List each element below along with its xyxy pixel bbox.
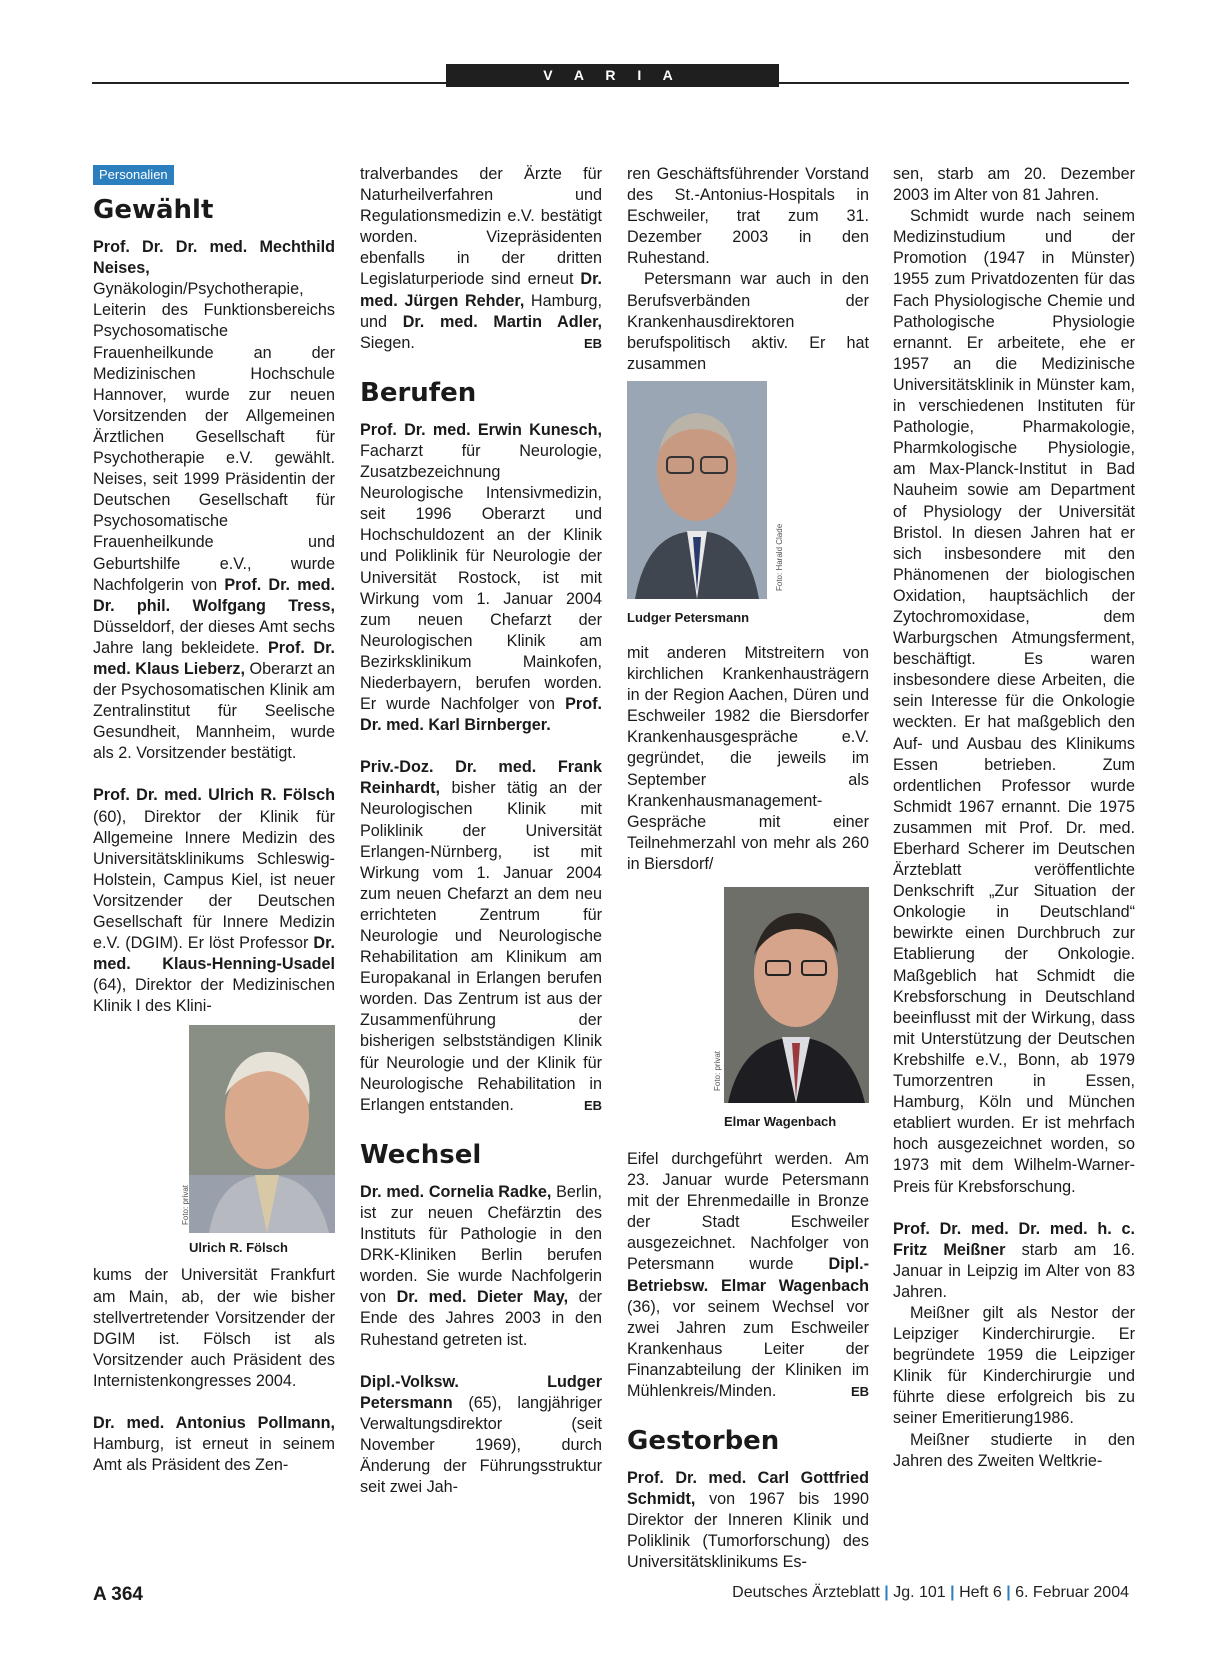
author-initials: EB xyxy=(583,335,602,351)
paragraph: ren Geschäftsführender Vorstand des St.-Antonius-Hospitals in Eschweiler, trat zum 31. Dezember 2003 in den Ruhestand. xyxy=(627,165,869,268)
photo-credit: Foto: privat xyxy=(181,1185,190,1226)
journal-name: Deutsches Ärzteblatt xyxy=(732,1584,880,1601)
paragraph: Schmidt wurde nach seinem Medizinstudium und der Promotion (1947 in Münster) 1955 zum Privatdozenten für das Fach Physiologische Chemie und Pathologische Physiologie ernannt. Er arbeitete, ehe er 1957 an die Medizinische Universitätsklinik in Münster kam, in verschiedenen Instituten für Pathologie, Pharmakologie, Pharmkologische Physiologie, am Max-Planck-Institut in Bad Nauheim sowie am Department of Physiology der Universität Bristol. In diesen Jahren hat er sich insbesondere mit den Phänomenen der biologischen Oxidation, hauptsächlich der Zytochromoxidase, dem Warburgschen Atmungsferment, beschäftigt. Es waren insbesondere diese Arbeiten, die sein Interesse für die Onkologie weckten. Er hat maßgeblich den Auf- und Ausbau des Klinikums Essen betrieben. Zum ordentlichen Professor wurde Schmidt 1967 ernannt. Die 1975 zusammen mit Prof. Dr. med. Eberhard Scherer im Deutschen Ärzteblatt veröffentlichte Denkschrift „Zur Situation der Onkologie in Deutschland“ bewirkte einen Durchbruch zur Etablierung der Onkologie. Maßgeblich hat Schmidt die Krebsforschung in Deutschland beeinflusst mit der Wirkung, dass mit Unterstützung der Deutschen Krebshilfe e.V., Bonn, ab 1979 Tumorzentren in Essen, Hamburg, Köln und München etabliert wurden. Er ist mehrfach hoch ausgezeichnet worden, so 1973 mit dem Wilhelm-Warner-Preis für Krebsforschung. xyxy=(893,207,1135,1196)
journal-issue: Heft 6 xyxy=(959,1584,1002,1601)
paragraph: Prof. Dr. Dr. med. Mechthild Neises, Gynäkologin/Psychotherapie, Leiterin des Funktionsbereichs Psychosomatische Frauenheilkunde an der Medizinischen Hochschule Hannover, wurde zur neuen Vorsitzenden der Allgemeinen Ärztlichen Gesellschaft für Psychotherapie e.V. gewählt. Neises, seit 1999 Präsidentin der Deutschen Gesellschaft für Psychosomatische Frauenheilkunde und Geburtshilfe e.V., wurde Nachfolgerin von Prof. Dr. med. Dr. phil. Wolfgang Tress, Düsseldorf, der dieses Amt sechs Jahre lang bekleidete. Prof. Dr. med. Klaus Lieberz, Oberarzt an der Psychosomatischen Klinik am Zentralinstitut für Seelische Gesundheit, Mannheim, wurde als 2. Vorsitzender bestätigt. xyxy=(93,238,336,763)
separator: | xyxy=(884,1584,889,1601)
paragraph: Petersmann war auch in den Berufsverbänden der Krankenhausdirektoren berufspolitisch aktiv. Er hat zusammen xyxy=(627,270,869,373)
paragraph: Dr. med. Antonius Pollmann, Hamburg, ist erneut in seinem Amt als Präsident des Zen- xyxy=(93,1414,335,1475)
author-initials: EB xyxy=(850,1384,869,1399)
paragraph: sen, starb am 20. Dezember 2003 im Alter von 81 Jahren. xyxy=(893,165,1135,205)
column-1 xyxy=(93,164,335,1476)
photo-petersmann xyxy=(627,381,869,643)
photo-wagenbach xyxy=(627,887,869,1149)
heading-gewaehlt: Gewählt xyxy=(93,195,214,226)
separator: | xyxy=(1006,1584,1011,1601)
page-number: A 364 xyxy=(93,1584,143,1605)
paragraph: kums der Universität Frankfurt am Main, ab, der wie bisher stellvertretender Vorsitzender der DGIM ist. Fölsch ist als Vorsitzender auch Präsident des Internistenkongresses 2004. xyxy=(93,1266,335,1390)
photo-caption: Elmar Wagenbach xyxy=(724,1113,837,1129)
portrait-photo xyxy=(189,1025,335,1233)
paragraph: Meißner gilt als Nestor der Leipziger Kinderchirurgie. Er begründete 1959 die Leipziger Klinik für Kinderchirurgie und führte diese erfolgreich bis zu seiner Emeritierung1986. xyxy=(893,1303,1135,1428)
paragraph: Eifel durchgeführt werden. Am 23. Januar wurde Petersmann mit der Ehrenmedaille in Bronze der Stadt Eschweiler ausgezeichnet. Nachfolger von Petersmann wurde Dipl.-Betriebsw. Elmar Wagenbach (36), vor seinem Wechsel vor zwei Jahren zum Eschweiler Krankenhaus Leiter der Finanzabteilung der Kliniken im Mühlenkreis/Minden. EB xyxy=(627,1149,869,1402)
section-label: V A R I A xyxy=(446,64,779,87)
heading-wechsel: Wechsel xyxy=(360,1139,482,1170)
photo-caption: Ludger Petersmann xyxy=(627,609,750,625)
heading-berufen: Berufen xyxy=(360,377,477,408)
heading-gestorben: Gestorben xyxy=(627,1426,780,1457)
portrait-photo xyxy=(627,381,767,599)
paragraph: Priv.-Doz. Dr. med. Frank Reinhardt, bisher tätig an der Neurologischen Klinik mit Poliklinik der Universität Erlangen-Nürnberg, ist mit Wirkung vom 1. Januar 2004 zum neuen Chefarzt an dem neu errichteten Zentrum für Neurologie und Neurologische Rehabilitation am Klinikum am Europakanal in Erlangen berufen worden. Das Zentrum ist aus der Zusammenführung der bisherigen selbstständigen Klinik für Neurologie und der Klinik für Neurologische Rehabilitation in Erlangen entstanden. EB xyxy=(360,757,602,1116)
column-4 xyxy=(893,164,1135,1472)
paragraph: Meißner studierte in den Jahren des Zweiten Weltkrie- xyxy=(893,1430,1135,1470)
portrait-photo xyxy=(724,887,869,1103)
paragraph: Dr. med. Cornelia Radke, Berlin, ist zur neuen Chefärztin des Instituts für Pathologie in den DRK-Kliniken Berlin berufen worden. Sie wurde Nachfolgerin von Dr. med. Dieter May, der Ende des Jahres 2003 in den Ruhestand getreten ist. xyxy=(360,1182,602,1349)
paragraph: Prof. Dr. med. Carl Gottfried Schmidt, von 1967 bis 1990 Direktor der Inneren Klinik und Poliklinik (Tumorforschung) des Universitätsklinikums Es- xyxy=(627,1469,869,1572)
photo-foelsch xyxy=(93,1025,335,1265)
paragraph: Prof. Dr. med. Ulrich R. Fölsch (60), Direktor der Klinik für Allgemeine Innere Medizin des Universitätsklinikums Schleswig-Holstein, Campus Kiel, ist neuer Vorsitzender der Deutschen Gesellschaft für Innere Medizin e.V. (DGIM). Er löst Professor Dr. med. Klaus-Henning-Usadel (64), Direktor der Medizinischen Klinik I des Klini- xyxy=(93,786,335,1016)
photo-credit: Foto: Harald Clade xyxy=(775,523,784,591)
paragraph: Prof. Dr. med. Erwin Kunesch, Facharzt für Neurologie, Zusatzbezeichnung Neurologische Intensivmedizin, seit 1996 Oberarzt und Hochschuldozent an der Klinik und Poliklinik für Neurologie der Universität Rostock, ist mit Wirkung vom 1. Januar 2004 zum neuen Chefarzt der Neurologischen Klinik am Bezirksklinikum Mainkofen, Niederbayern, berufen worden. Er wurde Nachfolger von Prof. Dr. med. Karl Birnberger. xyxy=(360,420,602,735)
column-3 xyxy=(627,164,869,1574)
column-2 xyxy=(360,164,602,1498)
paragraph: mit anderen Mitstreitern von kirchlichen Krankenhausträgern in der Region Aachen, Düren und Eschweiler 1982 die Biersdorfer Krankenhausgespräche e.V. gegründet, die jeweils im September als Krankenhausmanagement-Gespräche mit einer Teilnehmerzahl von mehr als 260 in Biersdorf/ xyxy=(627,643,869,873)
personalien-tag: Personalien xyxy=(93,165,174,185)
photo-credit: Foto: privat xyxy=(713,1050,722,1091)
journal-date: 6. Februar 2004 xyxy=(1015,1584,1129,1601)
paragraph: tralverbandes der Ärzte für Naturheilverfahren und Regulationsmedizin e.V. bestätigt worden. Vizepräsidenten ebenfalls in der dritten Legislaturperiode sind erneut Dr. med. Jürgen Rehder, Hamburg, und Dr. med. Martin Adler, Siegen. EB xyxy=(360,164,602,354)
paragraph: Dipl.-Volksw. Ludger Petersmann (65), langjähriger Verwaltungsdirektor (seit November 1969), durch Änderung der Führungsstruktur seit zwei Jah- xyxy=(360,1372,602,1497)
author-initials: EB xyxy=(583,1097,602,1113)
journal-footer xyxy=(732,1584,1129,1602)
journal-volume: Jg. 101 xyxy=(893,1584,946,1601)
separator: | xyxy=(950,1584,955,1601)
photo-caption: Ulrich R. Fölsch xyxy=(189,1240,288,1256)
paragraph: Prof. Dr. med. Dr. med. h. c. Fritz Meißner starb am 16. Januar in Leipzig im Alter von 83 Jahren. xyxy=(893,1219,1135,1301)
